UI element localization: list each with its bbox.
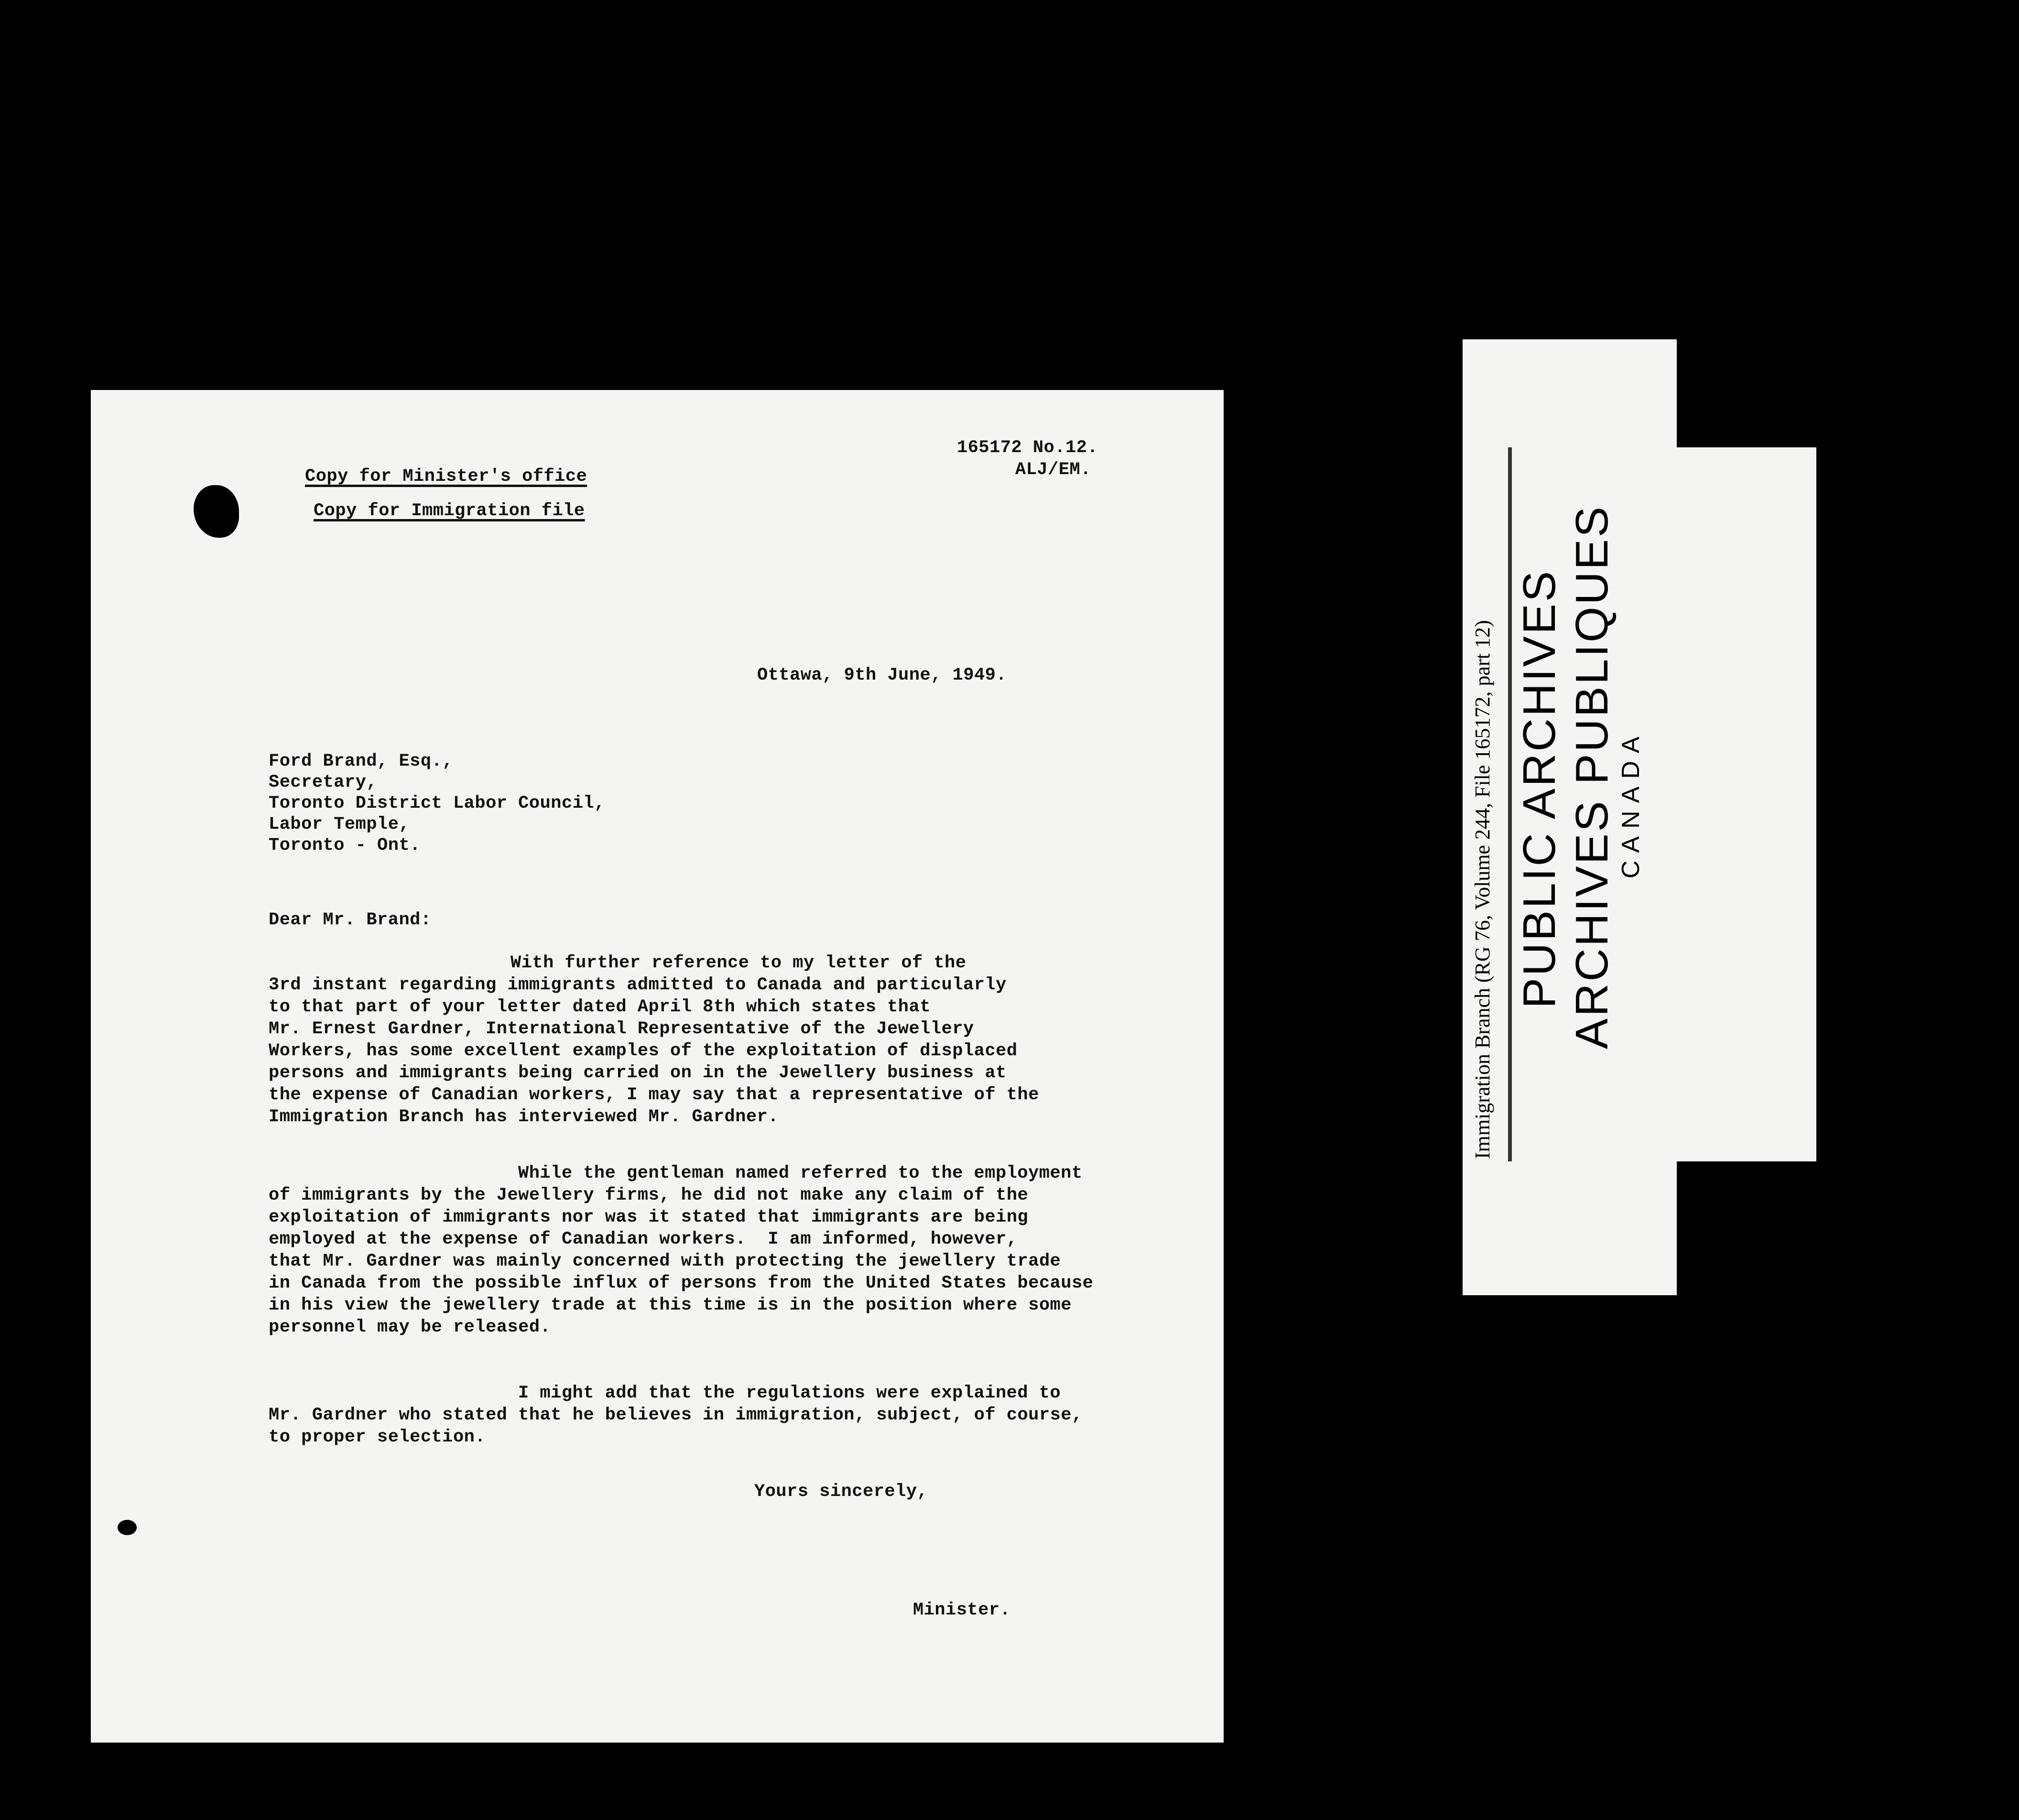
body-line: in his view the jewellery trade at this time is in the position where some xyxy=(269,1295,1072,1315)
body-line: to proper selection. xyxy=(269,1427,486,1447)
signature: Minister. xyxy=(913,1600,1011,1620)
archive-title-en: PUBLIC ARCHIVES xyxy=(1514,569,1565,1008)
archive-reference: Immigration Branch (RG 76, Volume 244, File 165172, part 12) xyxy=(1471,620,1494,1159)
body-line: personnel may be released. xyxy=(269,1317,551,1337)
body-line: 3rd instant regarding immigrants admitted to Canada and particularly xyxy=(269,975,1007,995)
body-line: persons and immigrants being carried on in the Jewellery business at xyxy=(269,1063,1007,1083)
label-card-edge xyxy=(1508,447,1512,1161)
file-number: 165172 No.12. xyxy=(957,438,1098,458)
address-line: Toronto - Ont. xyxy=(269,835,421,856)
body-line: the expense of Canadian workers, I may say that a representative of the xyxy=(269,1085,1039,1105)
ink-blot-left xyxy=(118,1520,137,1535)
address-line: Labor Temple, xyxy=(269,814,410,834)
address-line: Ford Brand, Esq., xyxy=(269,751,453,771)
copy-minister-label: Copy for Minister's office xyxy=(305,466,587,487)
body-line: exploitation of immigrants nor was it stated that immigrants are being xyxy=(269,1207,1029,1227)
body-line: Mr. Ernest Gardner, International Representative of the Jewellery xyxy=(269,1019,974,1039)
closing: Yours sincerely, xyxy=(754,1482,928,1502)
place-date: Ottawa, 9th June, 1949. xyxy=(757,665,1007,685)
body-line: Mr. Gardner who stated that he believes in immigration, subject, of course, xyxy=(269,1405,1083,1425)
body-line: With further reference to my letter of the xyxy=(510,953,966,973)
body-line: in Canada from the possible influx of persons from the United States because xyxy=(269,1273,1094,1293)
archive-title-fr: ARCHIVES PUBLIQUES xyxy=(1566,505,1617,1049)
salutation: Dear Mr. Brand: xyxy=(269,910,432,930)
body-line: that Mr. Gardner was mainly concerned with protecting the jewellery trade xyxy=(269,1251,1061,1271)
body-line: employed at the expense of Canadian workers. I am informed, however, xyxy=(269,1229,1018,1249)
address-line: Toronto District Labor Council, xyxy=(269,793,605,813)
body-line: While the gentleman named referred to the employment xyxy=(518,1163,1083,1183)
archive-country: CANADA xyxy=(1617,729,1645,878)
copy-immigration-label: Copy for Immigration file xyxy=(314,501,585,521)
body-line: Immigration Branch has interviewed Mr. Gardner. xyxy=(269,1107,779,1127)
body-line: I might add that the regulations were explained to xyxy=(518,1383,1061,1403)
body-line: Workers, has some excellent examples of the exploitation of displaced xyxy=(269,1041,1018,1061)
body-line: to that part of your letter dated April 8th which states that xyxy=(269,997,931,1017)
body-line: of immigrants by the Jewellery firms, he did not make any claim of the xyxy=(269,1185,1029,1205)
typist-initials: ALJ/EM. xyxy=(1015,460,1091,480)
address-line: Secretary, xyxy=(269,772,378,792)
